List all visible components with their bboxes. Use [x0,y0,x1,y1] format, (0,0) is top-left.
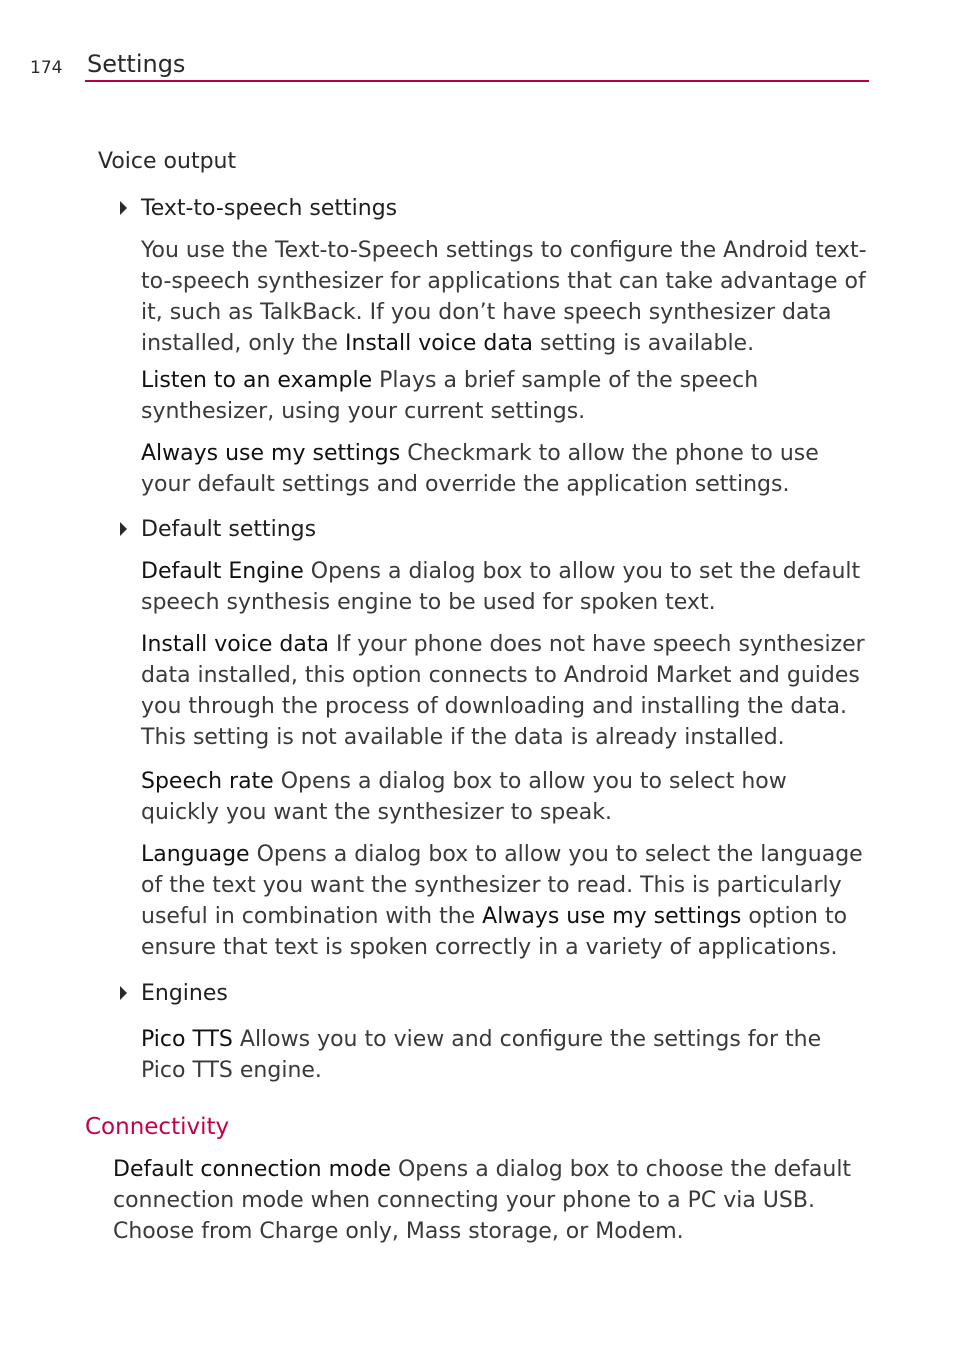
triangle-bullet-icon [120,986,127,1000]
listen-example-paragraph: Listen to an example Plays a brief sample of the speech synthesizer, using your current settings. [141,368,759,424]
triangle-bullet-icon [120,201,127,215]
pico-tts-paragraph: Pico TTS Allows you to view and configure the settings for the Pico TTS engine. [141,1027,822,1083]
term: Always use my settings [141,441,401,466]
term: Language [141,842,250,867]
default-connection-mode-paragraph: Default connection mode Opens a dialog box to choose the default connection mode when connecting your phone to a PC via USB. Choose from Charge only, Mass storage, or Modem. [113,1157,852,1244]
tts-intro-paragraph: You use the Text-to-Speech settings to configure the Android text-to-speech synthesizer for applications that can take advantage of it, such as TalkBack. If you don’t have speech synthesizer data installed, only the Install voice data setting is available. [141,238,867,356]
term: Always use my settings [482,904,742,929]
page-number: 174 [30,58,63,78]
term: Listen to an example [141,368,373,393]
bullet-label: Engines [141,981,228,1006]
always-use-settings-paragraph: Always use my settings Checkmark to allow the phone to use your default settings and override the application settings. [141,441,819,497]
page-header-title: Settings [87,50,186,78]
term: Pico TTS [141,1027,233,1052]
bullet-label: Default settings [141,517,317,542]
bullet-label: Text-to-speech settings [141,196,398,221]
speech-rate-paragraph: Speech rate Opens a dialog box to allow you to select how quickly you want the synthesizer to speak. [141,769,787,825]
term: Install voice data [344,331,533,356]
default-engine-paragraph: Default Engine Opens a dialog box to allow you to set the default speech synthesis engine to be used for spoken text. [141,559,861,615]
term: Speech rate [141,769,274,794]
voice-output-heading: Voice output [98,149,237,174]
connectivity-heading: Connectivity [85,1114,230,1140]
term: Default Engine [141,559,304,584]
install-voice-data-paragraph: Install voice data If your phone does not have speech synthesizer data installed, this option connects to Android Market and guides you through the process of downloading and installing the data. This setting is not available if the data is already installed. [141,632,865,750]
term: Default connection mode [113,1157,391,1182]
header-rule [85,80,869,82]
language-paragraph: Language Opens a dialog box to allow you to select the language of the text you want the synthesizer to read. This is particularly useful in combination with the Always use my settings option to ensure that text is spoken correctly in a variety of applications. [141,842,863,960]
triangle-bullet-icon [120,522,127,536]
term: Install voice data [141,632,329,657]
